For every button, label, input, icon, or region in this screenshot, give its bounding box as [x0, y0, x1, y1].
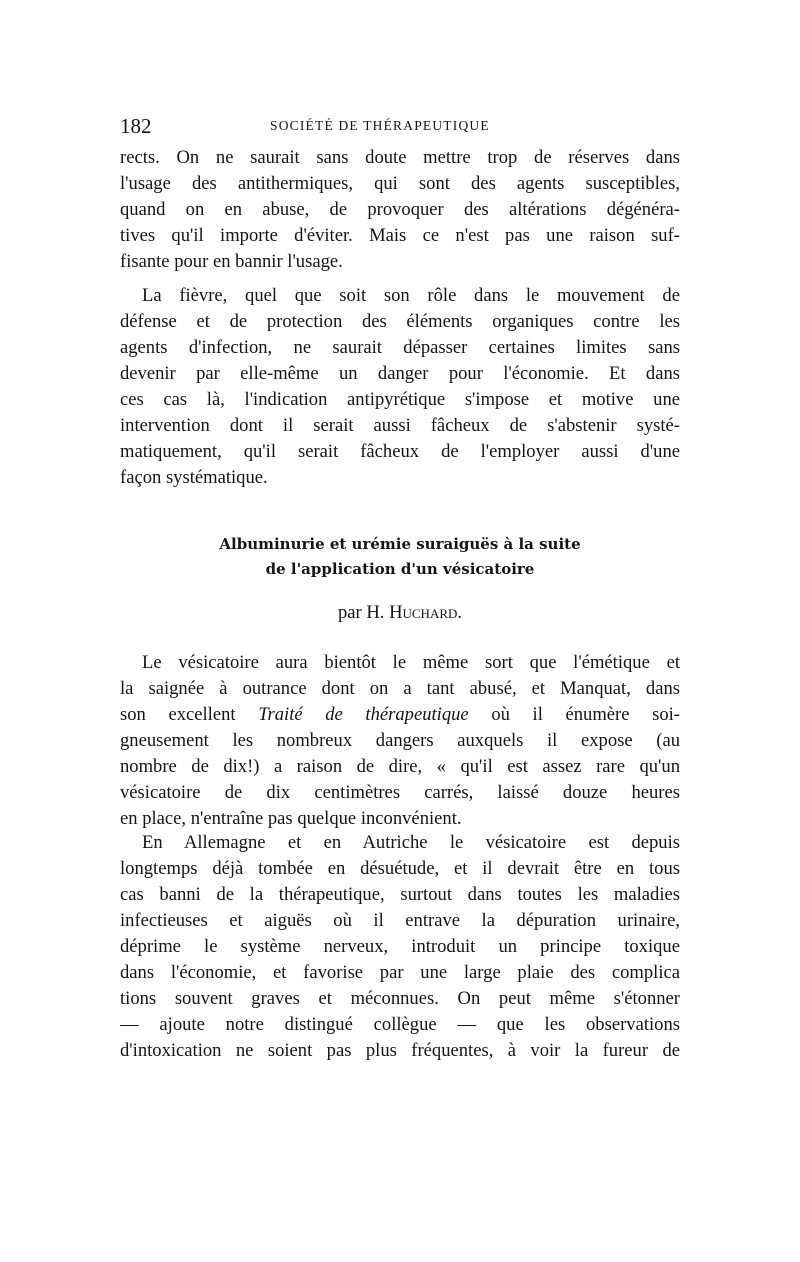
- text-line: intervention dont il serait aussi fâcheux de s'abstenir systé-: [120, 415, 680, 436]
- paragraph-fever: [120, 283, 680, 491]
- page-header: [120, 114, 680, 140]
- byline-prefix: par H.: [337, 602, 385, 623]
- byline: [120, 600, 680, 626]
- text-line: gneusement les nombreux dangers auxquels il expose (au: [120, 730, 680, 751]
- text-line: ces cas là, l'indication antipyrétique s'impose et motive une: [120, 389, 680, 410]
- text-line: déprime le système nerveux, introduit un principe toxique: [120, 936, 680, 957]
- text-line: matiquement, qu'il serait fâcheux de l'employer aussi d'une: [120, 441, 680, 462]
- text-line: la saignée à outrance dont on a tant abusé, et Manquat, dans: [120, 678, 680, 699]
- byline-author: Huchard.: [389, 602, 463, 623]
- paragraph-allemagne: [120, 830, 680, 1064]
- text-line: rects. On ne saurait sans doute mettre trop de réserves dans: [120, 147, 680, 168]
- text-line: La fièvre, quel que soit son rôle dans le mouvement de: [142, 285, 680, 306]
- text-line: nombre de dix!) a raison de dire, « qu'il est assez rare qu'un: [120, 756, 680, 777]
- paragraph-vesicatoire: [120, 650, 680, 832]
- text-fragment: son excellent: [120, 704, 236, 725]
- text-line: fisante pour en bannir l'usage.: [120, 251, 343, 272]
- text-line: agents d'infection, ne saurait dépasser certaines limites sans: [120, 337, 680, 358]
- article-title: [120, 532, 680, 582]
- text-line: tions souvent graves et méconnues. On peut même s'étonner: [120, 988, 680, 1009]
- paragraph-continuation: [120, 145, 680, 275]
- text-line: — ajoute notre distingué collègue — que les observations: [120, 1014, 680, 1035]
- article-title-line: Albuminurie et urémie suraiguës à la suite: [219, 535, 581, 553]
- text-line: façon systématique.: [120, 467, 268, 488]
- article-title-line: de l'application d'un vésicatoire: [265, 560, 535, 578]
- running-head: SOCIÉTÉ DE THÉRAPEUTIQUE: [270, 118, 490, 133]
- text-line: cas banni de la thérapeutique, surtout dans toutes les maladies: [120, 884, 680, 905]
- text-line: dans l'économie, et favorise par une large plaie des complica: [120, 962, 680, 983]
- page-number: 182: [120, 114, 152, 138]
- text-line: infectieuses et aiguës où il entrave la dépuration urinaire,: [120, 910, 680, 931]
- text-line: vésicatoire de dix centimètres carrés, laissé douze heures: [120, 782, 680, 803]
- text-line: défense et de protection des éléments organiques contre les: [120, 311, 680, 332]
- text-fragment: où il énumère soi-: [491, 704, 680, 725]
- text-line: Le vésicatoire aura bientôt le même sort que l'émétique et: [142, 652, 680, 673]
- text-line: En Allemagne et en Autriche le vésicatoire est depuis: [142, 832, 680, 853]
- text-line: tives qu'il importe d'éviter. Mais ce n'est pas une raison suf-: [120, 225, 680, 246]
- text-line: l'usage des antithermiques, qui sont des agents susceptibles,: [120, 173, 680, 194]
- text-line: en place, n'entraîne pas quelque inconvénient.: [120, 808, 462, 829]
- text-line: d'intoxication ne soient pas plus fréquentes, à voir la fureur de: [120, 1040, 680, 1061]
- cited-book-title: Traité de thérapeutique: [258, 704, 469, 725]
- text-line-with-title: [120, 702, 680, 728]
- text-line: longtemps déjà tombée en désuétude, et il devrait être en tous: [120, 858, 680, 879]
- text-line: devenir par elle-même un danger pour l'économie. Et dans: [120, 363, 680, 384]
- text-line: quand on en abuse, de provoquer des altérations dégénéra-: [120, 199, 680, 220]
